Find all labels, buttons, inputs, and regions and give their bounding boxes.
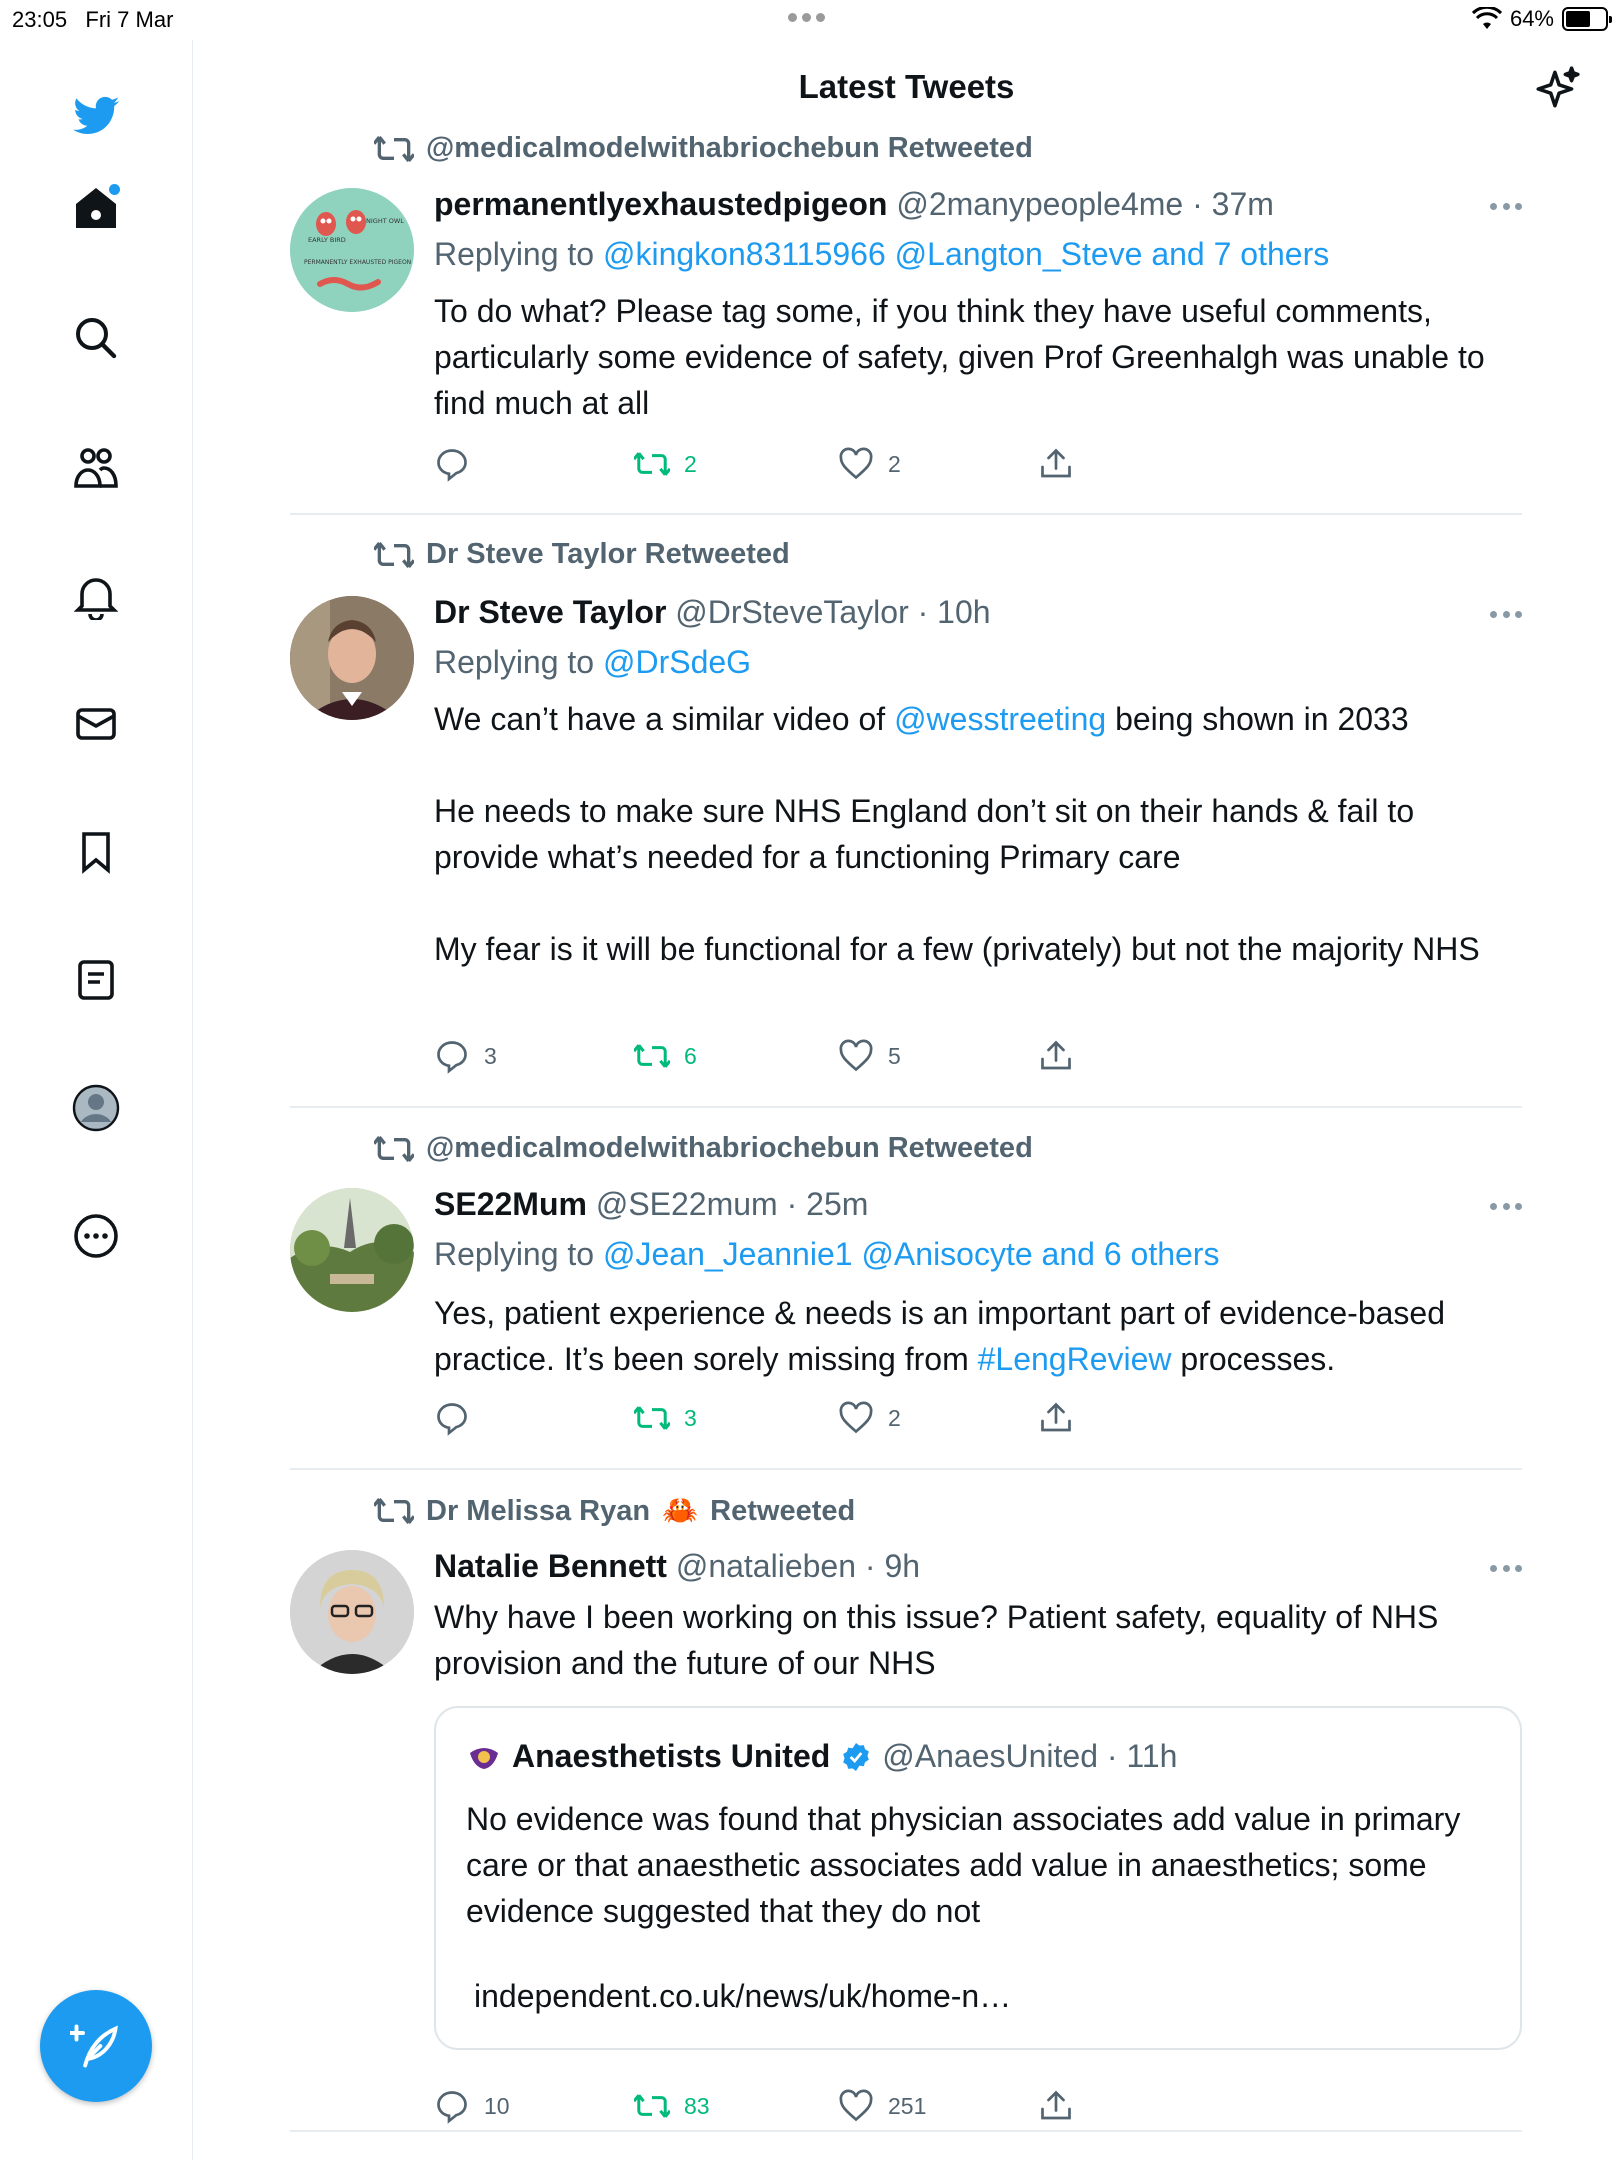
quoted-tweet-time: 11h (1126, 1738, 1178, 1774)
tweet-time: 10h (937, 594, 991, 630)
avatar[interactable] (290, 188, 414, 312)
status-bar (0, 0, 1620, 40)
quoted-tweet-link[interactable]: independent.co.uk/news/uk/home-n… (474, 1978, 1012, 2014)
reply-mentions-link[interactable]: @DrSdeG (602, 644, 752, 680)
reply-icon (434, 446, 470, 482)
retweet-context: @medicalmodelwithabriochebun Retweeted (374, 132, 1033, 165)
tweet-actions (434, 1400, 1134, 1440)
heart-icon (838, 1038, 874, 1074)
retweet-context: @medicalmodelwithabriochebun Retweeted (374, 1132, 1033, 1165)
author-handle[interactable]: @natalieben (675, 1548, 856, 1584)
tweet-header: permanentlyexhaustedpigeon @2manypeople4me · 37m (434, 186, 1274, 222)
author-name[interactable]: Dr Steve Taylor (434, 594, 667, 630)
like-button[interactable] (838, 1038, 901, 1074)
retweet-context: Dr Melissa Ryan 🦀 Retweeted (374, 1494, 855, 1528)
mail-icon[interactable] (70, 698, 122, 750)
reply-mentions-link[interactable]: @Jean_Jeannie1 @Anisocyte and 6 others (602, 1236, 1220, 1272)
more-options-icon[interactable] (1490, 1190, 1522, 1222)
tweet[interactable] (290, 538, 1522, 1108)
share-icon (1038, 1038, 1074, 1074)
tweet[interactable] (290, 130, 1522, 515)
share-icon (1038, 2088, 1074, 2124)
quoted-avatar (466, 1739, 502, 1775)
verified-badge-icon (840, 1741, 872, 1773)
heart-icon (838, 1400, 874, 1436)
profile-icon[interactable] (70, 1082, 122, 1134)
retweet-button[interactable] (634, 446, 697, 482)
tweet-header: Natalie Bennett @natalieben · 9h (434, 1548, 921, 1584)
quoted-tweet-text: No evidence was found that physician associates add value in primary care or that anaesthetic associates add value in anaesthetics; some evidence suggested that they do not (466, 1801, 1461, 1929)
communities-icon[interactable] (70, 442, 122, 494)
battery-icon (1562, 7, 1608, 31)
heart-icon (838, 446, 874, 482)
tweet-text: Why have I been working on this issue? Patient safety, equality of NHS provision and the future of our NHS (434, 1599, 1448, 1681)
tweet-time: 37m (1211, 186, 1274, 222)
tweet-text: We can’t have a similar video of @wesstreeting being shown in 2033 He needs to make sure NHS England don’t sit on their hands & fail to provide what’s needed for a functioning Primary care My fear is it will be functional for a few (privately) but not the majority NHS (434, 701, 1480, 967)
sidebar (0, 40, 193, 2160)
multitasking-dots[interactable] (788, 13, 825, 22)
retweet-icon (374, 133, 414, 165)
status-time-date: 23:05 Fri 7 Mar (12, 7, 174, 32)
author-handle[interactable]: @SE22mum (595, 1186, 778, 1222)
quoted-tweet-header: Anaesthetists United @AnaesUnited · 11h (466, 1738, 1177, 1775)
like-button[interactable] (838, 1400, 901, 1436)
author-name[interactable]: permanentlyexhaustedpigeon (434, 186, 888, 222)
avatar-label-night-owl: NIGHT OWL (366, 217, 404, 225)
replying-to: Replying to @DrSdeG (434, 644, 752, 680)
like-count: 2 (888, 1404, 901, 1431)
battery-percent: 64% (1509, 6, 1554, 31)
bell-icon[interactable] (70, 570, 122, 622)
tweet-time: 25m (806, 1186, 869, 1222)
page-title: Latest Tweets (798, 68, 1015, 105)
tweet-text: Yes, patient experience & needs is an important part of evidence-based practice. It’s been sorely missing from #LengReview processes. (434, 1295, 1454, 1377)
reply-icon (434, 1038, 470, 1074)
retweet-count: 83 (684, 2092, 710, 2119)
author-handle[interactable]: @2manypeople4me (896, 186, 1184, 222)
tweet-time: 9h (884, 1548, 921, 1584)
retweet-button[interactable] (634, 1038, 697, 1074)
like-button[interactable] (838, 2088, 926, 2124)
retweet-icon (634, 446, 670, 482)
author-handle[interactable]: @DrSteveTaylor (675, 594, 909, 630)
retweet-count: 3 (684, 1404, 697, 1431)
tweet[interactable] (290, 1492, 1522, 2132)
bookmark-icon[interactable] (70, 826, 122, 878)
reply-button[interactable] (434, 1400, 484, 1436)
share-icon (1038, 446, 1074, 482)
reply-button[interactable] (434, 446, 484, 482)
quoted-tweet[interactable] (434, 1706, 1522, 2050)
retweet-icon (374, 1133, 414, 1165)
sparkle-icon[interactable] (1532, 64, 1582, 114)
reply-count: 10 (484, 2092, 510, 2119)
retweet-count: 6 (684, 1042, 697, 1069)
compose-feather-icon (70, 2020, 122, 2072)
retweet-icon (634, 1400, 670, 1436)
author-name[interactable]: Natalie Bennett (434, 1548, 667, 1584)
twitter-bird-icon[interactable] (70, 90, 122, 142)
retweet-icon (374, 539, 414, 571)
home-icon[interactable] (70, 182, 122, 234)
reply-icon (434, 1400, 470, 1436)
replying-to: Replying to @kingkon83115966 @Langton_Steve and 7 others (434, 236, 1330, 272)
quoted-author-name: Anaesthetists United (512, 1738, 831, 1774)
heart-icon (838, 2088, 874, 2124)
more-options-icon[interactable] (1490, 598, 1522, 630)
tweet-text: To do what? Please tag some, if you think they have useful comments, particularly some evidence of safety, given Prof Greenhalgh was unable to find much at all (434, 293, 1494, 421)
share-button[interactable] (1038, 1038, 1074, 1074)
tweet-actions (434, 2088, 1134, 2128)
like-button[interactable] (838, 446, 901, 482)
reply-count: 3 (484, 1042, 497, 1069)
retweet-icon (634, 2088, 670, 2124)
retweet-icon (634, 1038, 670, 1074)
tweet-actions (434, 446, 1134, 486)
mention-link[interactable]: @wesstreeting (894, 701, 1107, 737)
retweet-button[interactable] (634, 2088, 710, 2124)
avatar[interactable] (290, 1188, 414, 1312)
retweet-button[interactable] (634, 1400, 697, 1436)
author-name[interactable]: SE22Mum (434, 1186, 587, 1222)
like-count: 251 (888, 2092, 927, 2119)
share-button[interactable] (1038, 1400, 1074, 1436)
tweet[interactable] (290, 1130, 1522, 1470)
reply-button[interactable] (434, 1038, 497, 1074)
retweet-icon (374, 1495, 414, 1527)
status-right (1472, 6, 1608, 32)
more-options-icon[interactable] (1490, 1552, 1522, 1584)
like-count: 2 (888, 450, 901, 477)
avatar-label-early-bird: EARLY BIRD (308, 236, 346, 244)
share-icon (1038, 1400, 1074, 1436)
tweet-actions (434, 1038, 1134, 1078)
like-count: 5 (888, 1042, 901, 1069)
replying-to: Replying to @Jean_Jeannie1 @Anisocyte and 6 others (434, 1236, 1220, 1272)
retweet-context: Dr Steve Taylor Retweeted (374, 538, 790, 571)
more-options-icon[interactable] (1490, 190, 1522, 222)
share-button[interactable] (1038, 446, 1074, 482)
avatar[interactable] (290, 1550, 414, 1674)
compose-tweet-button[interactable] (40, 1990, 152, 2102)
retweet-count: 2 (684, 450, 697, 477)
more-circle-icon[interactable] (70, 1210, 122, 1262)
crab-emoji-icon: 🦀 (662, 1495, 699, 1527)
reply-icon (434, 2088, 470, 2124)
quoted-author-handle: @AnaesUnited (882, 1738, 1098, 1774)
tweet-header: Dr Steve Taylor @DrSteveTaylor · 10h (434, 594, 991, 630)
hashtag-link[interactable]: #LengReview (977, 1341, 1172, 1377)
home-notification-dot (109, 184, 120, 195)
wifi-icon (1472, 7, 1502, 31)
avatar[interactable] (290, 596, 414, 720)
search-icon[interactable] (70, 312, 122, 364)
lists-icon[interactable] (70, 954, 122, 1006)
share-button[interactable] (1038, 2088, 1074, 2124)
tweet-header: SE22Mum @SE22mum · 25m (434, 1186, 869, 1222)
avatar-label-pigeon: PERMANENTLY EXHAUSTED PIGEON (304, 259, 412, 266)
reply-button[interactable] (434, 2088, 510, 2124)
reply-mentions-link[interactable]: @kingkon83115966 @Langton_Steve and 7 others (602, 236, 1330, 272)
